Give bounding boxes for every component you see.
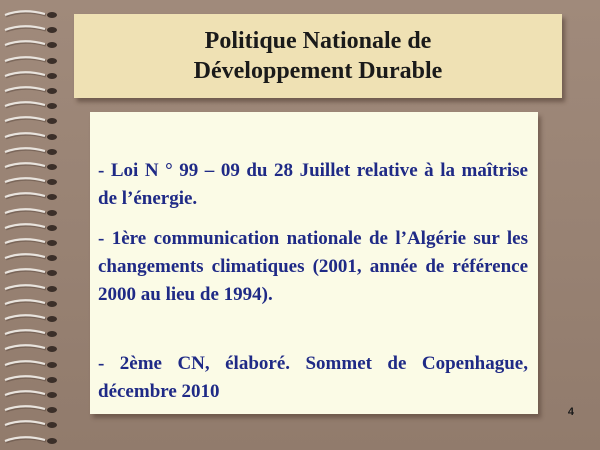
spiral-ring-icon — [2, 192, 68, 200]
spiral-ring-icon — [2, 223, 68, 231]
spiral-ring-icon — [2, 314, 68, 322]
title-line-1: Politique Nationale de — [204, 28, 432, 54]
spiral-ring-icon — [2, 10, 68, 18]
spiral-ring-icon — [2, 40, 68, 48]
spiral-ring-icon — [2, 147, 68, 155]
bullet-loi-energie: - Loi N ° 99 – 09 du 28 Juillet relative à la maîtrise de l’énergie. — [98, 160, 528, 209]
spiral-ring-icon — [2, 284, 68, 292]
bullet-communication-nationale: - 1ère communication nationale de l’Algérie sur les changements climatiques (2001, année de référence 2000 au lieu de 1994). — [98, 228, 528, 305]
spiral-ring-icon — [2, 101, 68, 109]
spiral-ring-icon — [2, 329, 68, 337]
content-card — [90, 112, 538, 414]
spiral-ring-icon — [2, 71, 68, 79]
title-card — [74, 14, 562, 98]
spiral-binding-icon — [2, 10, 72, 450]
page-number: 4 — [567, 406, 574, 418]
spiral-ring-icon — [2, 390, 68, 398]
spiral-ring-icon — [2, 436, 68, 444]
spiral-ring-icon — [2, 360, 68, 368]
spiral-ring-icon — [2, 420, 68, 428]
spiral-ring-icon — [2, 238, 68, 246]
spiral-ring-icon — [2, 56, 68, 64]
spiral-ring-icon — [2, 177, 68, 185]
spiral-ring-icon — [2, 25, 68, 33]
spiral-ring-icon — [2, 405, 68, 413]
spiral-ring-icon — [2, 132, 68, 140]
title-line-2: Développement Durable — [193, 58, 443, 84]
spiral-ring-icon — [2, 116, 68, 124]
spiral-ring-icon — [2, 162, 68, 170]
spiral-ring-icon — [2, 253, 68, 261]
spiral-ring-icon — [2, 299, 68, 307]
spiral-ring-icon — [2, 208, 68, 216]
spiral-ring-icon — [2, 344, 68, 352]
spiral-ring-icon — [2, 268, 68, 276]
bullet-copenhague: - 2ème CN, élaboré. Sommet de Copenhague, décembre 2010 — [98, 353, 528, 402]
spiral-ring-icon — [2, 375, 68, 383]
spiral-ring-icon — [2, 86, 68, 94]
